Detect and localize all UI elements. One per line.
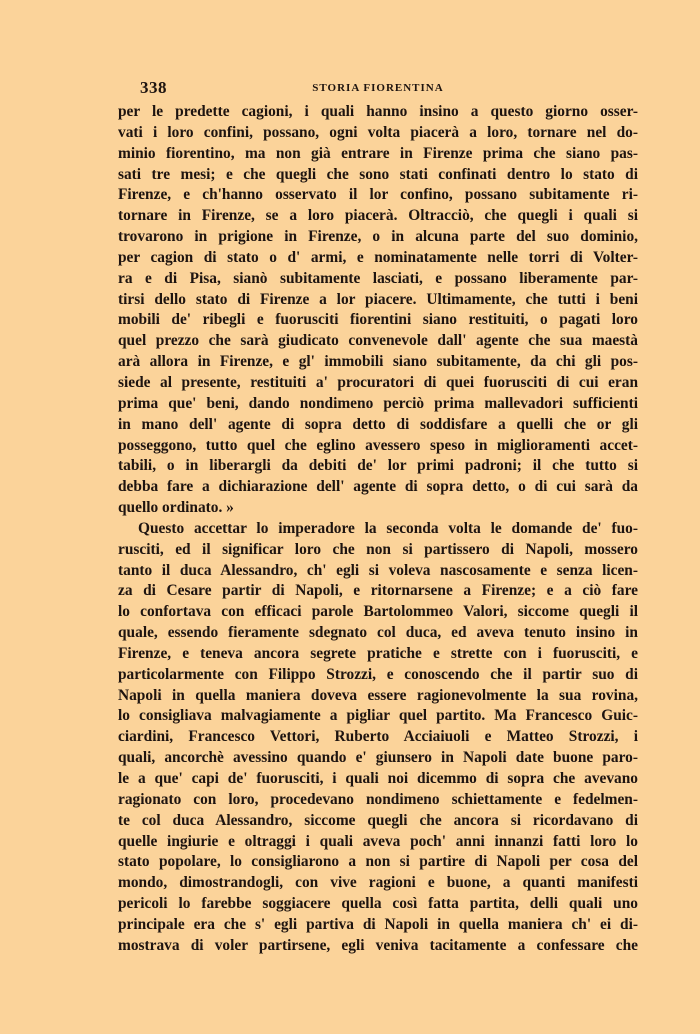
text-line: vati i loro confini, possano, ogni volta piacerà a loro, tornare nel do- — [118, 123, 638, 141]
text-line: tirsi dello stato di Firenze a lor piacere. Ultimamente, che tutti i beni — [118, 290, 638, 308]
text-line: Firenze, e ch'hanno osservato il lor confino, possano subitamente ri- — [118, 186, 638, 204]
text-line: quelle ingiurie e oltraggi i quali aveva poch' anni innanzi fatti loro lo — [118, 832, 638, 850]
text-line: posseggono, tutto quel che eglino avessero speso in miglioramenti accet- — [118, 436, 638, 454]
text-line: Firenze, e teneva ancora segrete pratiche e strette con i fuorusciti, e — [118, 644, 638, 662]
text-line: quali, ancorchè avessino quando e' giunsero in Napoli date buone paro- — [118, 749, 638, 767]
text-line: quel prezzo che sarà giudicato convenevole dall' agente che sua maestà — [118, 332, 638, 350]
page-number: 338 — [140, 78, 167, 97]
text-line: debba fare a dichiarazione dell' agente di sopra detto, o di cui sarà da — [118, 478, 638, 496]
text-line: lo consigliava malvagiamente a pigliar quel partito. Ma Francesco Guic- — [118, 707, 638, 725]
paragraph — [118, 102, 638, 519]
text-line: te col duca Alessandro, siccome quegli che ancora si ricordavano di — [118, 811, 638, 829]
text-line: stato popolare, lo consigliarono a non si partire di Napoli per cosa del — [118, 853, 638, 871]
text-line: arà allora in Firenze, e gl' immobili siano subitamente, da chi gli pos- — [118, 353, 638, 371]
text-line: siede al presente, restituiti a' procuratori di quei fuorusciti di cui eran — [118, 373, 638, 391]
paragraph — [118, 519, 638, 957]
text-line: ra e di Pisa, sianò subitamente lasciati, e possano liberamente par- — [118, 269, 638, 287]
body-text — [118, 102, 638, 957]
text-line: quale, essendo fieramente sdegnato col duca, ed aveva tenuto insino in — [118, 624, 638, 642]
running-title: STORIA FIORENTINA — [312, 82, 444, 94]
text-line: Napoli in quella maniera doveva essere ragionevolmente la sua rovina, — [118, 686, 638, 704]
text-line: particolarmente con Filippo Strozzi, e conoscendo che il partir suo di — [118, 665, 638, 683]
text-line: le a que' capi de' fuorusciti, i quali noi dicemmo di sopra che avevano — [118, 770, 638, 787]
text-line: lo confortava con efficaci parole Bartolommeo Valori, siccome quegli il — [118, 603, 638, 621]
text-line: mostrava di voler partirsene, egli veniva tacitamente a confessare che — [118, 936, 638, 954]
text-line: pericoli lo farebbe soggiacere quella così fatta partita, delli quali uno — [118, 895, 638, 913]
text-line: rusciti, ed il significar loro che non si partissero di Napoli, mossero — [118, 540, 638, 558]
text-line: tornare in Firenze, se a loro piacerà. Oltracciò, che quegli i quali si — [118, 207, 638, 225]
text-line: trovarono in prigione in Firenze, o in alcuna parte del suo dominio, — [118, 228, 638, 246]
text-line: ragionato con loro, procedevano nondimeno schiettamente e fedelmen- — [118, 790, 638, 808]
text-line: Questo accettar lo imperadore la seconda volta le domande de' fuo- — [138, 519, 638, 537]
text-line: per le predette cagioni, i quali hanno insino a questo giorno osser- — [118, 103, 638, 120]
text-line: sati tre mesi; e che quegli che sono stati confinati dentro lo stato di — [118, 165, 638, 183]
text-line: principale era che s' egli partiva di Napoli in quella maniera ch' ei di- — [118, 915, 638, 933]
text-line: ciardini, Francesco Vettori, Ruberto Acciaiuoli e Matteo Strozzi, i — [118, 728, 638, 746]
text-line: in mano dell' agente di sopra detto di soddisfare a quelli che or gli — [118, 415, 638, 433]
text-line: mondo, dimostrandogli, con vive ragioni e buone, a quanti manifesti — [118, 874, 638, 892]
text-line: prima que' beni, dando nondimeno perciò prima mallevadori sufficienti — [118, 394, 638, 412]
text-line: mobili de' ribegli e fuorusciti fiorentini siano restituiti, o pagati loro — [118, 311, 638, 329]
text-line: per cagion di stato o d' armi, e nominatamente nelle torri di Volter- — [118, 248, 638, 266]
text-line: tanto il duca Alessandro, ch' egli si voleva nascosamente e senza licen- — [118, 561, 638, 579]
text-line: tabili, o in liberargli da debiti de' lor primi padroni; il che tutto si — [118, 457, 638, 475]
text-line: za di Cesare partir di Napoli, e ritornarsene a Firenze; e a ciò fare — [118, 582, 638, 600]
text-line: quello ordinato. » — [118, 499, 234, 517]
text-line: minio fiorentino, ma non già entrare in Firenze prima che siano pas- — [118, 144, 638, 162]
page-header — [118, 78, 638, 100]
